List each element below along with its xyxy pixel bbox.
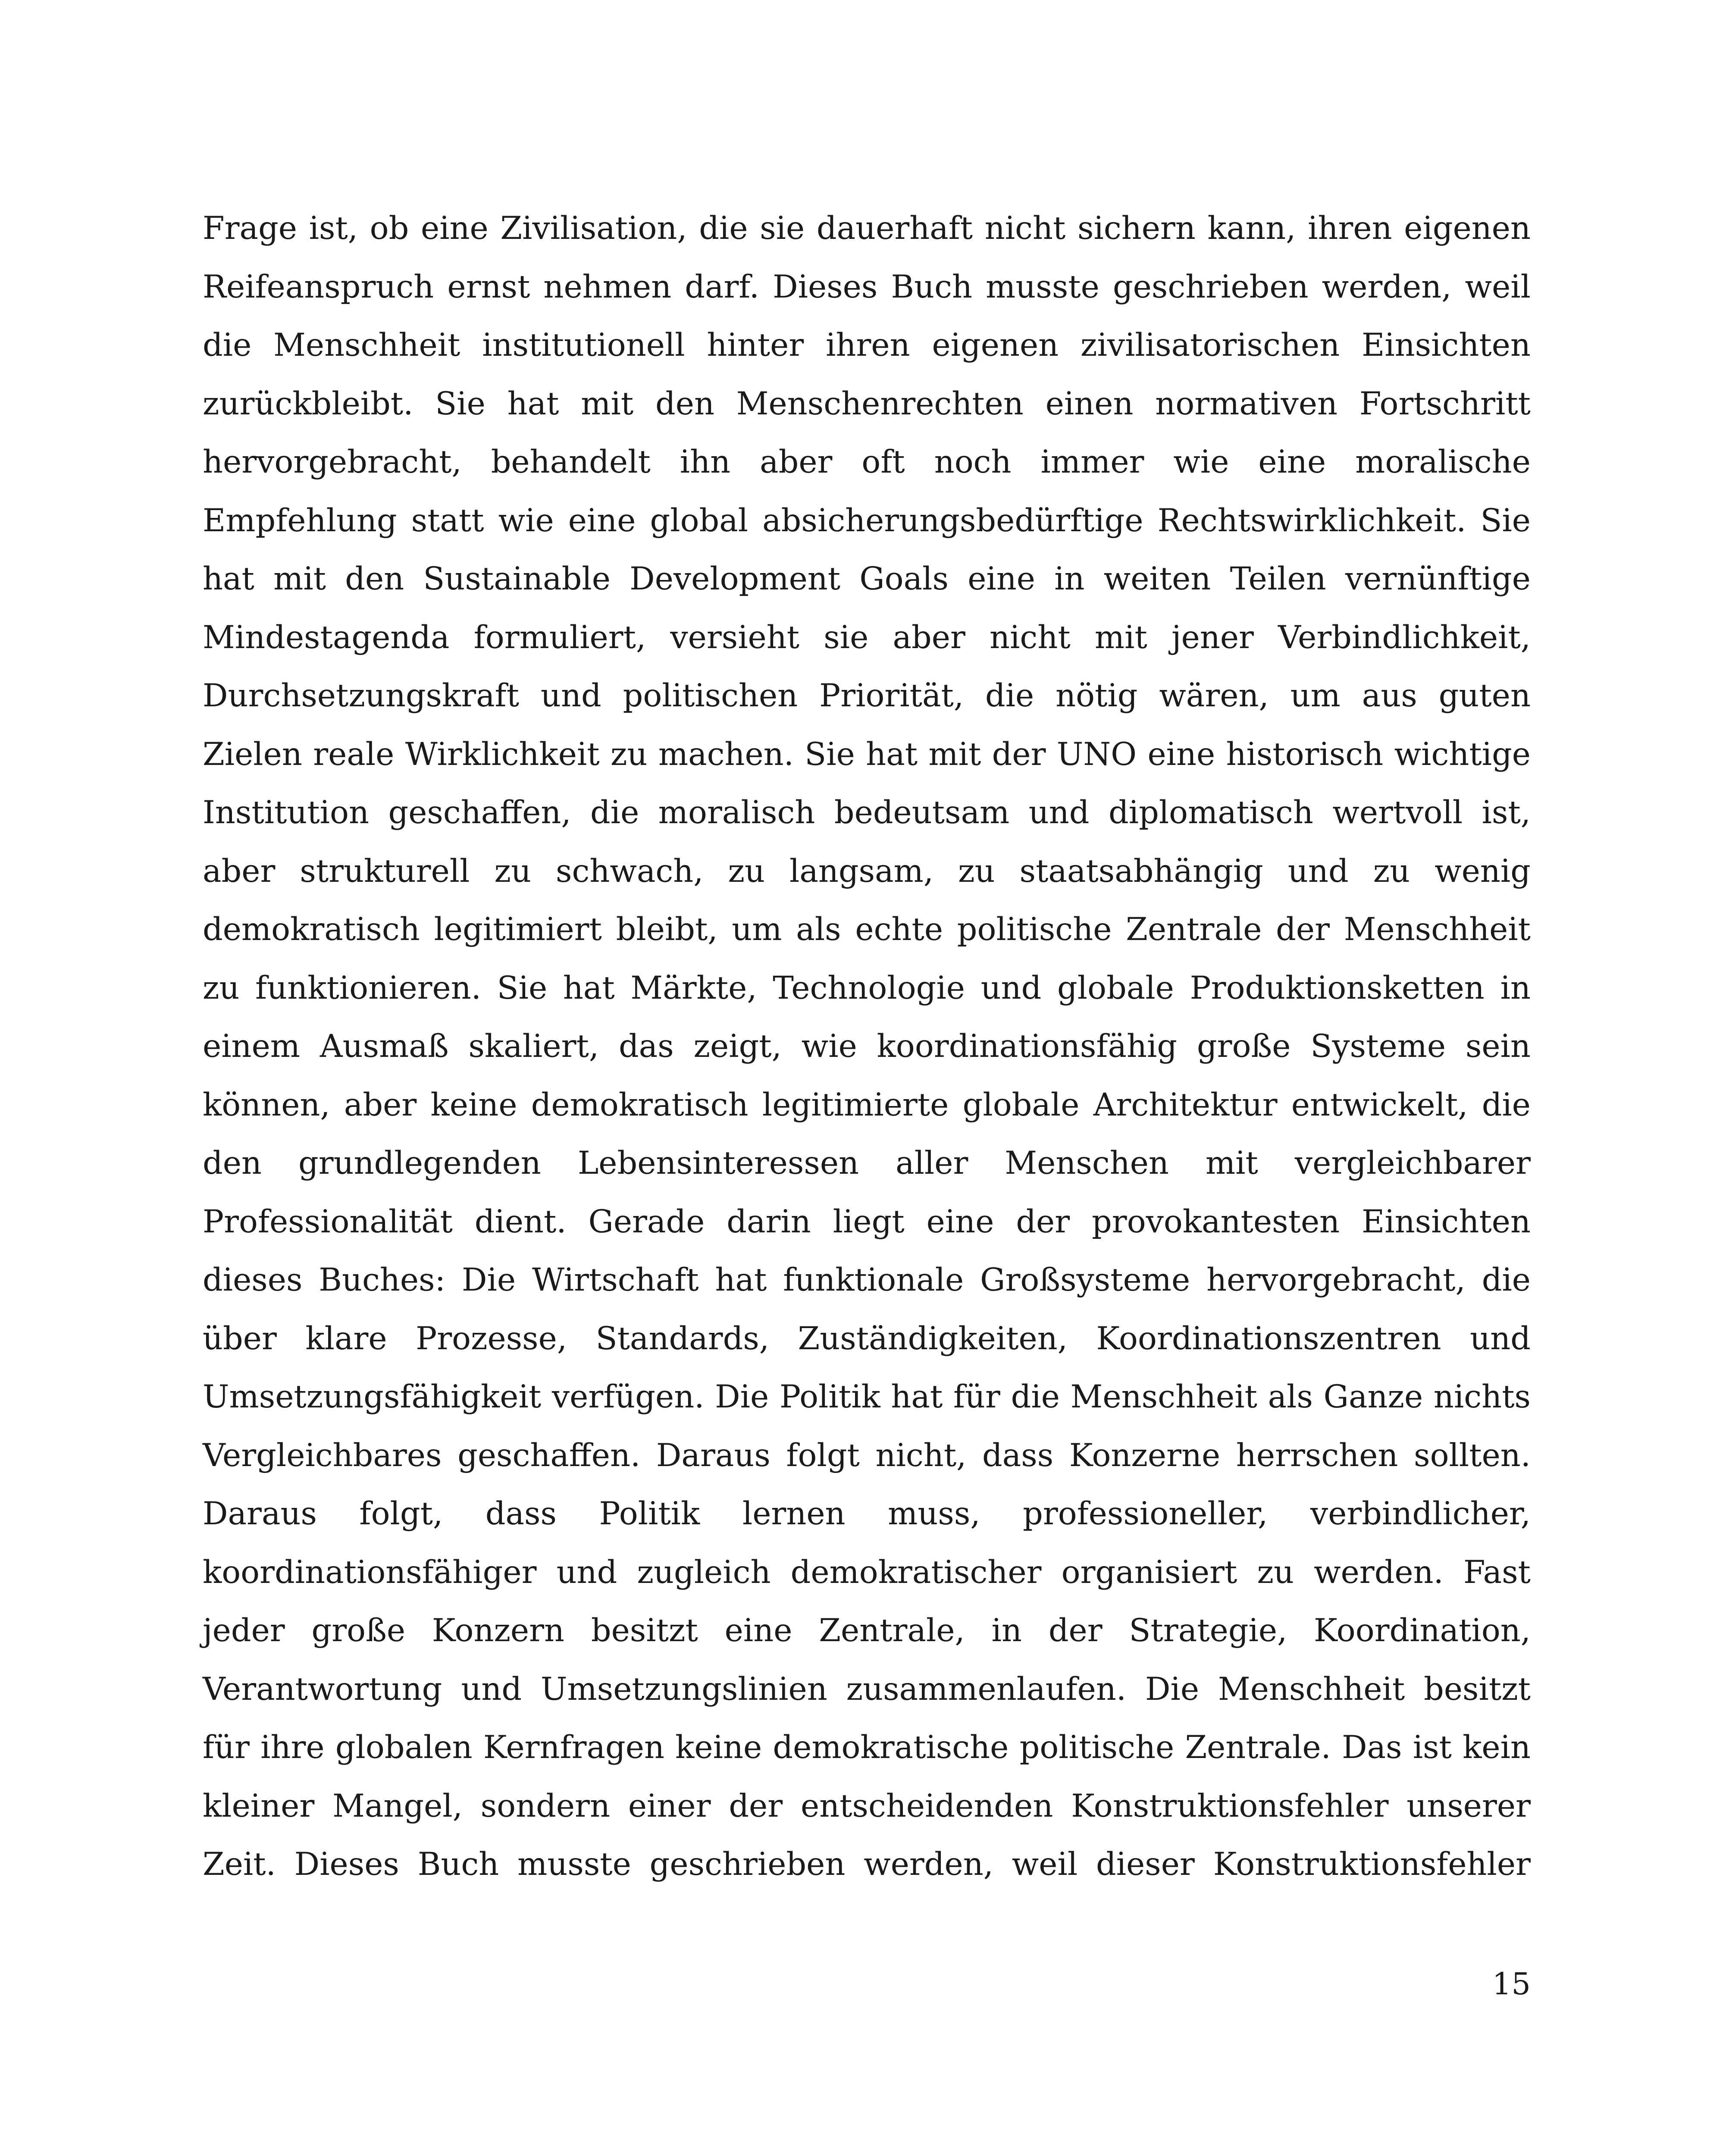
page-number: 15: [1492, 1966, 1531, 2002]
body-paragraph: Frage ist, ob eine Zivilisation, die sie dauerhaft nicht sichern kann, ihren eigenen Reifeanspruch ernst nehmen darf. Dieses Buch musste geschrieben werden, weil die Menschheit institutionell hinter ihren eigenen zivilisatorischen Einsichten zurückbleibt. Sie hat mit den Menschenrechten einen normativen Fortschritt hervorgebracht, behandelt ihn aber oft noch immer wie eine moralische Empfehlung statt wie eine global absicherungsbedürftige Rechtswirklichkeit. Sie hat mit den Sustainable Development Goals eine in weiten Teilen vernünftige Mindestagenda formuliert, versieht sie aber nicht mit jener Verbindlichkeit, Durchsetzungskraft und politischen Priorität, die nötig wären, um aus guten Zielen reale Wirklichkeit zu machen. Sie hat mit der UNO eine historisch wichtige Institution geschaffen, die moralisch bedeutsam und diplomatisch wertvoll ist, aber strukturell zu schwach, zu langsam, zu staatsabhängig und zu wenig demokratisch legitimiert bleibt, um als echte politische Zentrale der Menschheit zu funktionieren. Sie hat Märkte, Technologie und globale Produktionsketten in einem Ausmaß skaliert, das zeigt, wie koordinationsfähig große Systeme sein können, aber keine demokratisch legitimierte globale Architektur entwickelt, die den grundlegenden Lebensinteressen aller Menschen mit vergleichbarer Professionalität dient. Gerade darin liegt eine der provokantesten Einsichten dieses Buches: Die Wirtschaft hat funktionale Großsysteme hervorgebracht, die über klare Prozesse, Standards, Zuständigkeiten, Koordinationszentren und Umsetzungsfähigkeit verfügen. Die Politik hat für die Menschheit als Ganze nichts Vergleichbares geschaffen. Daraus folgt nicht, dass Konzerne herrschen sollten. Daraus folgt, dass Politik lernen muss, professioneller, verbindlicher, koordinationsfähiger und zugleich demokratischer organisiert zu werden. Fast jeder große Konzern besitzt eine Zentrale, in der Strategie, Koordination, Verantwortung und Umsetzungslinien zusammenlaufen. Die Menschheit besitzt für ihre globalen Kernfragen keine demokratische politische Zentrale. Das ist kein kleiner Mangel, sondern einer der entscheidenden Konstruktionsfehler unserer Zeit. Dieses Buch musste geschrieben werden, weil dieser Konstruktionsfehler: [203, 210, 1531, 1883]
